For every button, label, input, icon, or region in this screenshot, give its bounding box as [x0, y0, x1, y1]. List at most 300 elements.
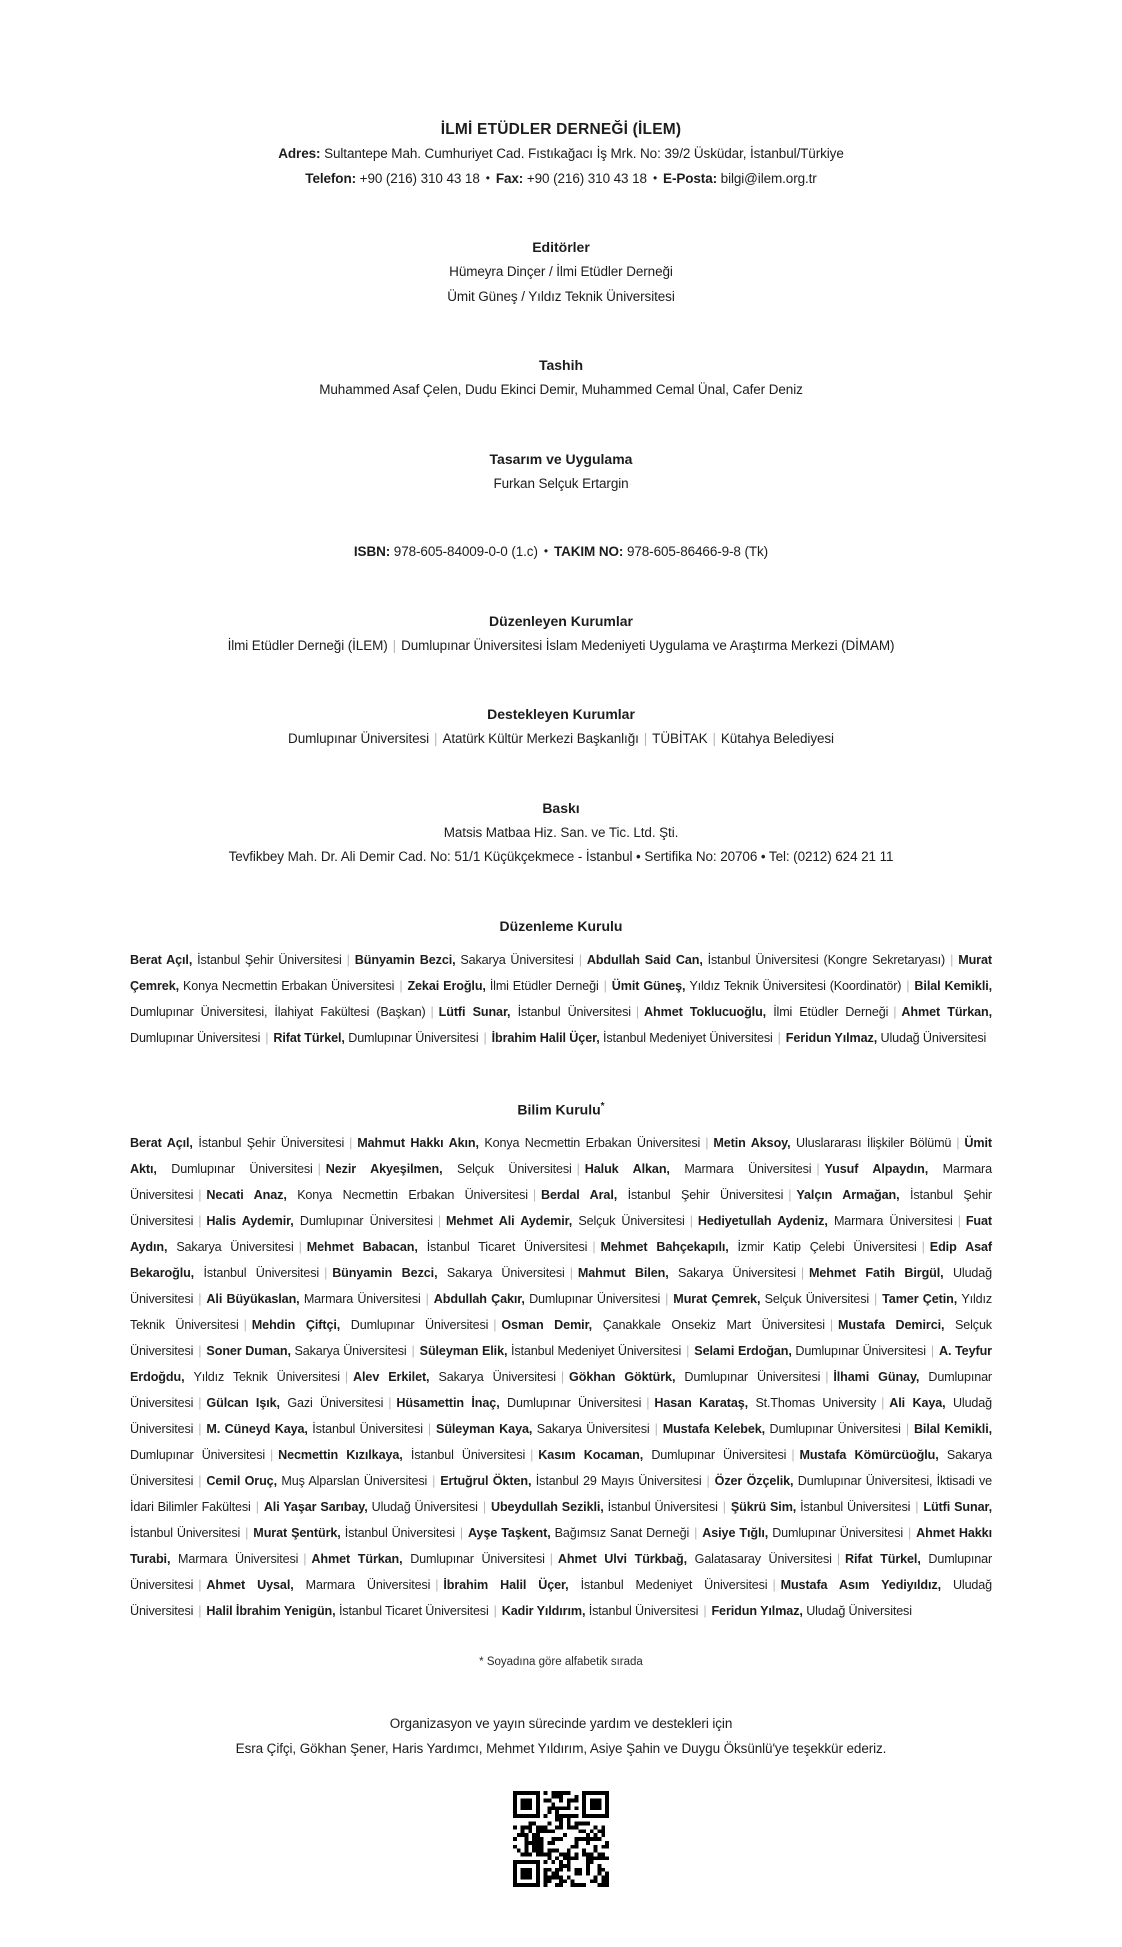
pipe-separator: | [255, 1500, 259, 1515]
member-affiliation: Gazi Üniversitesi [287, 1396, 384, 1411]
pipe-separator: | [482, 1500, 486, 1515]
member-name: Halis Aydemir, [206, 1214, 300, 1229]
science-board-title: Bilim Kurulu [517, 1101, 601, 1118]
member-affiliation: İstanbul Şehir Üniversitesi [197, 952, 342, 967]
pipe-separator: | [956, 1136, 960, 1151]
member-affiliation: Dumlupınar Üniversitesi [410, 1552, 545, 1567]
isbn-line [130, 540, 992, 565]
pipe-separator: | [198, 1188, 202, 1203]
member-affiliation: Sakarya Üniversitesi [438, 1370, 556, 1385]
member-name: Rifat Türkel, [844, 1552, 929, 1567]
section-proofreading [130, 353, 992, 403]
committee-member [501, 1318, 825, 1332]
member-affiliation: Dumlupınar Üniversitesi [772, 1526, 904, 1541]
member-affiliation: Marmara Üniversitesi [303, 1292, 421, 1307]
bullet-separator: • [485, 170, 490, 185]
institution-name: İlmi Etüdler Derneği (İLEM) [227, 637, 388, 653]
member-name: Lütfi Sunar, [923, 1500, 992, 1515]
member-affiliation: Sakarya Üniversitesi [294, 1344, 407, 1359]
qr-code-icon [513, 1791, 609, 1887]
member-name: Rifat Türkel, [273, 1030, 349, 1045]
committee-member [206, 1344, 406, 1358]
committee-member [654, 1396, 876, 1410]
bullet-separator: • [543, 544, 548, 558]
member-affiliation: İstanbul Üniversitesi [410, 1448, 526, 1463]
pipe-separator: | [399, 978, 403, 993]
member-name: Ahmet Toklucuoğlu, [644, 1004, 774, 1019]
pipe-separator: | [829, 1318, 834, 1333]
member-affiliation: Uluslararası İlişkiler Bölümü [796, 1136, 952, 1151]
committee-member [600, 1240, 916, 1254]
section-heading: Tashih [538, 357, 584, 373]
acknowledgment-line1: Organizasyon ve yayın sürecinde yardım ve destekleri için [389, 1716, 733, 1732]
member-name: Ali Kaya, [889, 1396, 953, 1411]
science-board-members [130, 1130, 992, 1624]
member-affiliation: İstanbul Üniversitesi [344, 1526, 455, 1541]
org-title: İLMİ ETÜDLER DERNEĞİ (İLEM) [440, 121, 682, 138]
committee-member [278, 1448, 525, 1462]
alphabetical-order-footnote: * Soyadına göre alfabetik sırada [479, 1656, 643, 1669]
pipe-separator: | [950, 952, 954, 967]
committee-member [206, 1474, 427, 1488]
colophon-page [130, 0, 992, 1947]
member-affiliation: Uludağ Üniversitesi [371, 1500, 478, 1515]
pipe-separator: | [425, 1292, 429, 1307]
member-name: Mustafa Kömürcüoğlu, [799, 1448, 947, 1463]
pipe-separator: | [198, 1344, 202, 1359]
committee-member [731, 1500, 910, 1514]
member-name: İlhami Günay, [833, 1370, 929, 1385]
pipe-separator: | [689, 1214, 693, 1229]
pipe-separator: | [921, 1240, 925, 1255]
committee-member [538, 1448, 786, 1462]
member-name: Mehmet Bahçekapılı, [600, 1240, 738, 1255]
supporter-list [130, 727, 992, 752]
member-affiliation: Uludağ Üniversitesi [130, 1396, 992, 1437]
section-heading: Destekleyen Kurumlar [487, 706, 635, 722]
committee-member [702, 1526, 903, 1540]
pipe-separator: | [427, 1422, 432, 1437]
member-name: Hediyetullah Aydeniz, [697, 1214, 834, 1229]
pipe-separator: | [493, 1318, 497, 1333]
committee-member [663, 1422, 901, 1436]
text-line: Matsis Matbaa Hiz. San. ve Tic. Ltd. Şti. [443, 824, 679, 840]
pipe-separator: | [198, 1396, 202, 1411]
member-affiliation: İstanbul Üniversitesi [800, 1500, 911, 1515]
committee-member [541, 1188, 783, 1202]
member-affiliation: Dumlupınar Üniversitesi [130, 1030, 261, 1045]
pipe-separator: | [388, 1396, 392, 1411]
pipe-separator: | [603, 978, 607, 993]
pipe-separator: | [532, 1188, 537, 1203]
pipe-separator: | [569, 1266, 573, 1281]
member-affiliation: İstanbul Medeniyet Üniversitesi [603, 1030, 773, 1045]
committee-member [713, 1136, 951, 1150]
member-name: Berdal Aral, [541, 1188, 628, 1203]
member-name: Mehdin Çiftçi, [251, 1318, 351, 1333]
pipe-separator: | [198, 1474, 202, 1489]
member-affiliation: İstanbul Ticaret Üniversitesi [338, 1604, 489, 1619]
pipe-separator: | [712, 731, 716, 746]
fax-value: +90 (216) 310 43 18 [526, 170, 647, 186]
member-affiliation: İstanbul Üniversitesi [517, 1004, 631, 1019]
pipe-separator: | [930, 1344, 934, 1359]
section-design [130, 447, 992, 497]
committee-member [587, 953, 945, 967]
pipe-separator: | [686, 1344, 690, 1359]
member-name: Ümit Aktı, [130, 1136, 993, 1177]
member-affiliation: Marmara Üniversitesi [833, 1214, 953, 1229]
committee-member [711, 1604, 911, 1618]
member-affiliation: Yıldız Teknik Üniversitesi (Koordinatör) [689, 978, 902, 993]
member-affiliation: İstanbul Şehir Üniversitesi [198, 1136, 345, 1151]
pipe-separator: | [665, 1292, 669, 1307]
pipe-separator: | [317, 1162, 321, 1177]
pipe-separator: | [432, 1474, 436, 1489]
member-affiliation: Dumlupınar Üniversitesi [651, 1448, 787, 1463]
member-name: Ali Yaşar Sarıbay, [263, 1500, 372, 1515]
member-name: Yusuf Alpaydın, [824, 1162, 943, 1177]
member-name: Özer Özçelik, [714, 1474, 798, 1489]
member-affiliation: Selçuk Üniversitesi [457, 1162, 572, 1177]
committee-member [206, 1214, 432, 1228]
section-heading: Editörler [532, 239, 590, 255]
institution-name: Atatürk Kültür Merkezi Başkanlığı [442, 731, 639, 746]
section-heading: Baskı [542, 799, 580, 816]
member-name: Mustafa Asım Yediyıldız, [780, 1578, 953, 1593]
pipe-separator: | [706, 1474, 710, 1489]
member-affiliation: Sakarya Üniversitesi [176, 1240, 294, 1255]
pipe-separator: | [722, 1500, 726, 1515]
isbn-label: ISBN: [353, 544, 391, 559]
committee-member [443, 1578, 767, 1592]
committee-member [307, 1240, 588, 1254]
committee-member [491, 1500, 718, 1514]
member-name: Mustafa Demirci, [838, 1318, 956, 1333]
section-heading: Düzenleme Kurulu [499, 917, 623, 934]
member-name: Şükrü Sim, [730, 1500, 801, 1515]
section-lines [130, 378, 992, 403]
member-name: Osman Demir, [501, 1318, 603, 1333]
section-heading: Tasarım ve Uygulama [489, 450, 633, 467]
pipe-separator: | [198, 1292, 202, 1307]
member-affiliation: Dumlupınar Üniversitesi [529, 1292, 661, 1307]
member-affiliation: İzmir Katip Çelebi Üniversitesi [737, 1240, 917, 1255]
committee-member [440, 1474, 701, 1488]
qr-code-container [130, 1791, 992, 1947]
section-heading [130, 1095, 992, 1122]
committee-member [578, 1266, 796, 1280]
member-affiliation: İstanbul Şehir Üniversitesi [130, 1188, 992, 1229]
member-name: Tamer Çetin, [882, 1292, 962, 1307]
section-heading: Düzenleyen Kurumlar [489, 612, 633, 629]
pipe-separator: | [643, 731, 648, 746]
committee-member [694, 1344, 926, 1358]
member-affiliation: Dumlupınar Üniversitesi, İktisadi ve İdari Bilimler Fakültesi [130, 1474, 993, 1515]
committee-member [396, 1396, 641, 1410]
org-contact [130, 167, 992, 192]
member-name: Lütfi Sunar, [438, 1004, 518, 1019]
pipe-separator: | [349, 1136, 353, 1151]
pipe-separator: | [198, 1422, 202, 1437]
member-name: Gökhan Göktürk, [569, 1370, 685, 1385]
member-affiliation: Dumlupınar Üniversitesi [795, 1344, 926, 1359]
pipe-separator: | [915, 1500, 919, 1515]
pipe-separator: | [303, 1552, 307, 1567]
committee-member [206, 1422, 422, 1436]
member-affiliation: Selçuk Üniversitesi [764, 1292, 870, 1307]
committee-member [673, 1292, 869, 1306]
member-name: Hüsamettin İnaç, [396, 1396, 508, 1411]
member-name: Feridun Yılmaz, [711, 1604, 807, 1619]
member-affiliation: İstanbul Medeniyet Üniversitesi [511, 1344, 682, 1359]
member-name: Murat Çemrek, [673, 1292, 765, 1307]
member-affiliation: Sakarya Üniversitesi [130, 1448, 992, 1489]
pipe-separator: | [435, 1578, 439, 1593]
text-line: Tevfikbey Mah. Dr. Ali Demir Cad. No: 51/1 Küçükçekmece - İstanbul • Sertifika No: 20706 • Tel: (0212) 624 21 11 [228, 849, 894, 864]
member-affiliation: Galatasaray Üniversitesi [694, 1552, 832, 1567]
committee-member [332, 1266, 565, 1280]
committee-member [353, 1370, 556, 1384]
member-name: Feridun Yılmaz, [785, 1030, 881, 1045]
pipe-separator: | [957, 1214, 961, 1229]
phone-value: +90 (216) 310 43 18 [359, 170, 480, 186]
section-organizers [130, 609, 992, 659]
member-name: Murat Çemrek, [130, 952, 992, 993]
member-affiliation: İstanbul Üniversitesi (Kongre Sekretaryası) [707, 952, 946, 967]
member-name: Bilal Kemikli, [913, 1422, 992, 1437]
pipe-separator: | [298, 1240, 302, 1255]
member-name: Kasım Kocaman, [538, 1448, 652, 1463]
member-name: Mustafa Kelebek, [662, 1422, 770, 1437]
committee-member [206, 1604, 488, 1618]
member-affiliation: Selçuk Üniversitesi [130, 1318, 992, 1359]
member-name: Gülcan Işık, [206, 1396, 288, 1411]
member-name: Abdullah Çakır, [433, 1292, 530, 1307]
member-affiliation: Muş Alparslan Üniversitesi [281, 1474, 428, 1489]
member-name: Edip Asaf Bekaroğlu, [130, 1240, 992, 1281]
member-affiliation: Selçuk Üniversitesi [578, 1214, 685, 1229]
section-editors [130, 235, 992, 309]
member-affiliation: İstanbul Üniversitesi [312, 1422, 423, 1437]
member-affiliation: İstanbul Üniversitesi [130, 1526, 241, 1541]
pipe-separator: | [592, 1240, 596, 1255]
member-name: Ertuğrul Ökten, [440, 1474, 536, 1489]
committee-member [558, 1552, 832, 1566]
committee-member [698, 1214, 953, 1228]
pipe-separator: | [530, 1448, 534, 1463]
pipe-separator: | [635, 1004, 640, 1019]
pipe-separator: | [549, 1552, 553, 1567]
committee-member [326, 1162, 572, 1176]
institution-name: Dumlupınar Üniversitesi [288, 731, 430, 746]
member-affiliation: İstanbul Şehir Üniversitesi [627, 1188, 784, 1203]
pipe-separator: | [905, 1422, 909, 1437]
committee-member [206, 1188, 527, 1202]
pipe-separator: | [836, 1552, 840, 1567]
member-affiliation: Marmara Üniversitesi [684, 1162, 812, 1177]
organizer-list [130, 634, 992, 659]
committee-member [355, 953, 574, 967]
committee-member [264, 1500, 478, 1514]
member-affiliation: Dumlupınar Üniversitesi [684, 1370, 821, 1385]
section-science-board [130, 1095, 992, 1625]
acknowledgment [130, 1712, 992, 1761]
takim-label: TAKIM NO: [553, 544, 624, 559]
member-affiliation: Dumlupınar Üniversitesi [130, 1552, 993, 1593]
committee-member [357, 1136, 700, 1150]
member-affiliation: Yıldız Teknik Üniversitesi [130, 1292, 993, 1333]
committee-member [786, 1031, 986, 1045]
member-name: Abdullah Said Can, [586, 952, 708, 967]
section-lines [130, 821, 992, 870]
member-affiliation: Dumlupınar Üniversitesi [130, 1448, 265, 1463]
member-name: Mehmet Ali Aydemir, [446, 1214, 579, 1229]
text-line: Hümeyra Dinçer / İlmi Etüdler Derneği [449, 264, 673, 279]
acknowledgment-line2: Esra Çifçi, Gökhan Şener, Haris Yardımcı, Mehmet Yıldırım, Asiye Şahin ve Duygu Öksünlü'ye teşekkür ederiz. [235, 1740, 887, 1756]
pipe-separator: | [437, 1214, 442, 1229]
member-affiliation: İlmi Etüdler Derneği [489, 978, 599, 993]
pipe-separator: | [703, 1604, 707, 1619]
member-name: Murat Şentürk, [253, 1526, 345, 1541]
member-name: Ahmet Türkan, [311, 1552, 411, 1567]
member-affiliation: Yıldız Teknik Üniversitesi [193, 1370, 340, 1385]
pipe-separator: | [198, 1604, 202, 1619]
pipe-separator: | [392, 637, 397, 653]
member-affiliation: Uludağ Üniversitesi [806, 1604, 912, 1619]
member-name: Selami Erdoğan, [694, 1344, 796, 1359]
member-affiliation: Uludağ Üniversitesi [880, 1030, 987, 1045]
committee-member [130, 1136, 344, 1150]
member-affiliation: Konya Necmettin Erbakan Üniversitesi [484, 1136, 701, 1151]
pipe-separator: | [324, 1266, 328, 1281]
member-affiliation: İlmi Etüdler Derneği [773, 1004, 889, 1019]
pipe-separator: | [344, 1370, 349, 1385]
pipe-separator: | [243, 1318, 247, 1333]
member-name: Bünyamin Bezci, [332, 1266, 447, 1281]
member-affiliation: Dumlupınar Üniversitesi [348, 1030, 479, 1045]
pipe-separator: | [816, 1162, 820, 1177]
member-name: Kadir Yıldırım, [501, 1604, 589, 1619]
takim-value: 978-605-86466-9-8 (Tk) [626, 544, 769, 559]
member-name: Süleyman Kaya, [436, 1422, 537, 1437]
member-affiliation: Marmara Üniversitesi [305, 1578, 431, 1593]
member-name: Necmettin Kızılkaya, [278, 1448, 411, 1463]
member-affiliation: İstanbul 29 Mayıs Üniversitesi [535, 1474, 702, 1489]
text-line: Muhammed Asaf Çelen, Dudu Ekinci Demir, Muhammed Cemal Ünal, Cafer Deniz [319, 382, 803, 397]
member-affiliation: Çanakkale Onsekiz Mart Üniversitesi [602, 1318, 825, 1333]
address-label: Adres: [278, 146, 321, 161]
pipe-separator: | [906, 978, 910, 993]
member-affiliation: İstanbul Üniversitesi [203, 1266, 320, 1281]
member-name: Zekai Eroğlu, [407, 978, 490, 993]
member-affiliation: Konya Necmettin Erbakan Üniversitesi [297, 1188, 528, 1203]
pipe-separator: | [430, 1004, 434, 1019]
committee-member [492, 1031, 773, 1045]
member-affiliation: İstanbul Medeniyet Üniversitesi [580, 1578, 768, 1593]
member-name: Ayşe Taşkent, [468, 1526, 555, 1541]
phone-label: Telefon: [305, 170, 356, 186]
member-affiliation: İstanbul Üniversitesi [588, 1604, 699, 1619]
member-name: Berat Açıl, [130, 1136, 199, 1151]
pipe-separator: | [483, 1030, 487, 1045]
member-affiliation: Marmara Üniversitesi [130, 1162, 992, 1203]
pipe-separator: | [646, 1396, 650, 1411]
pipe-separator: | [772, 1578, 776, 1593]
pipe-separator: | [908, 1526, 912, 1541]
pipe-separator: | [825, 1370, 829, 1385]
pipe-separator: | [198, 1578, 202, 1593]
pipe-separator: | [459, 1526, 464, 1541]
section-organizing-committee [130, 914, 992, 1051]
member-name: Haluk Alkan, [584, 1162, 685, 1177]
member-name: Ubeydullah Sezikli, [490, 1500, 608, 1515]
bullet-separator: • [652, 170, 658, 185]
member-affiliation: Dumlupınar Üniversitesi, İlahiyat Fakültesi (Başkan) [130, 1004, 426, 1019]
institution-name: Kütahya Belediyesi [720, 731, 834, 746]
pipe-separator: | [881, 1396, 885, 1411]
section-printing [130, 796, 992, 870]
organizing-committee-members [130, 947, 992, 1051]
pipe-separator: | [705, 1136, 709, 1151]
committee-member [569, 1370, 820, 1384]
pipe-separator: | [346, 952, 350, 967]
pipe-separator: | [788, 1188, 792, 1203]
member-affiliation: Dumlupınar Üniversitesi [769, 1422, 901, 1437]
pipe-separator: | [493, 1604, 497, 1619]
committee-member [273, 1031, 478, 1045]
member-name: Ümit Güneş, [611, 978, 690, 993]
isbn-value: 978-605-84009-0-0 (1.c) [393, 544, 538, 559]
pipe-separator: | [576, 1162, 580, 1177]
member-name: A. Teyfur Erdoğdu, [130, 1344, 992, 1385]
pipe-separator: | [874, 1292, 878, 1307]
member-name: İbrahim Halil Üçer, [443, 1578, 581, 1593]
section-lines [130, 260, 992, 309]
member-name: Berat Açıl, [130, 952, 198, 967]
member-affiliation: Dumlupınar Üniversitesi [171, 1162, 313, 1177]
pipe-separator: | [434, 731, 438, 746]
member-affiliation: Dumlupınar Üniversitesi [299, 1214, 433, 1229]
committee-member [407, 979, 598, 993]
pipe-separator: | [893, 1004, 897, 1019]
member-name: Ahmet Ulvi Türkbağ, [557, 1552, 695, 1567]
member-name: Hasan Karataş, [654, 1396, 756, 1411]
pipe-separator: | [777, 1030, 781, 1045]
member-name: Asiye Tığlı, [702, 1526, 773, 1541]
org-address [130, 142, 992, 167]
member-name: M. Cüneyd Kaya, [206, 1422, 313, 1437]
pipe-separator: | [560, 1370, 565, 1385]
committee-member [206, 1396, 383, 1410]
committee-member [253, 1526, 455, 1540]
text-line: Furkan Selçuk Ertargin [493, 475, 629, 491]
member-name: Metin Aksoy, [713, 1136, 797, 1151]
text-line: Ümit Güneş / Yıldız Teknik Üniversitesi [447, 288, 675, 304]
member-name: Cemil Oruç, [206, 1474, 282, 1489]
committee-member [644, 1005, 888, 1019]
org-header [130, 118, 992, 191]
footnote-marker: * [600, 1100, 605, 1112]
member-name: Yalçın Armağan, [796, 1188, 910, 1203]
member-name: Ahmet Uysal, [206, 1578, 306, 1593]
pipe-separator: | [694, 1526, 698, 1541]
pipe-separator: | [791, 1448, 795, 1463]
committee-member [468, 1526, 689, 1540]
pipe-separator: | [245, 1526, 249, 1541]
member-name: Ahmet Türkan, [901, 1004, 993, 1019]
member-affiliation: Dumlupınar Üniversitesi [130, 1370, 992, 1411]
